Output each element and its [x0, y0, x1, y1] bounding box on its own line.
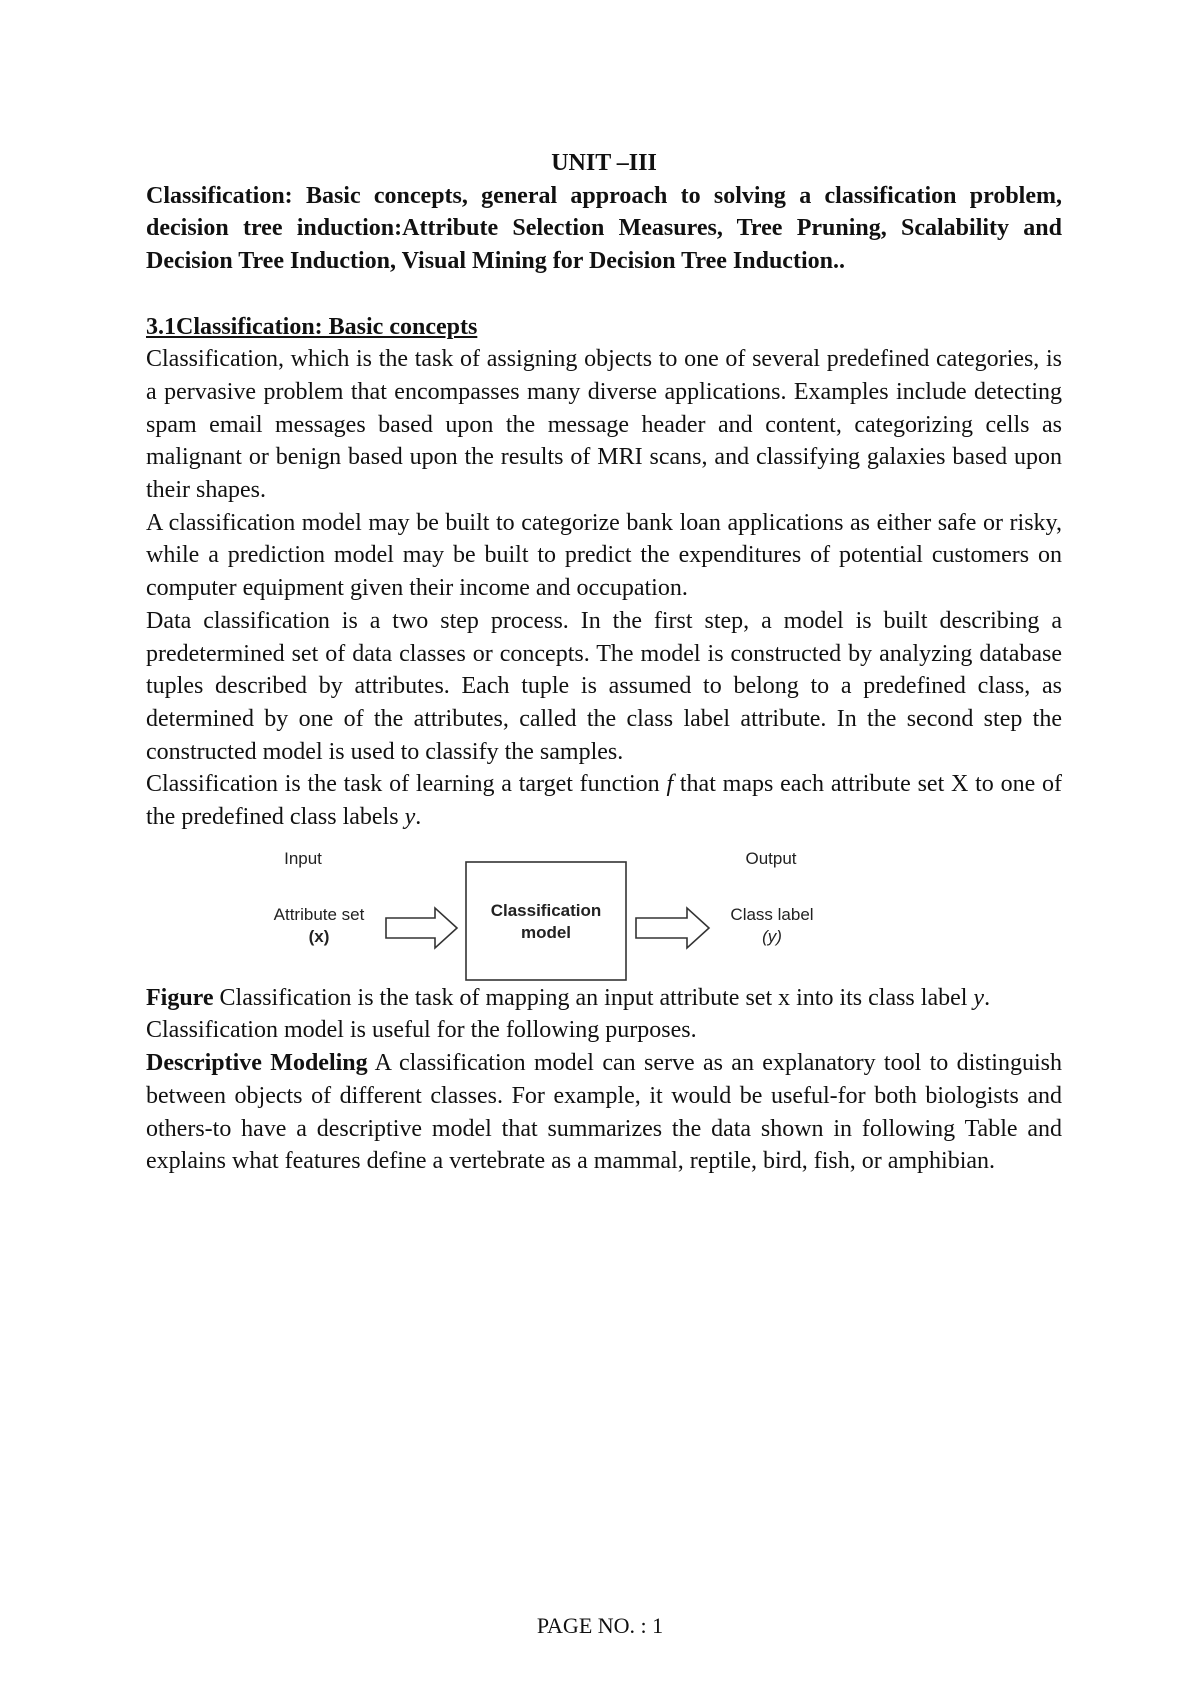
descriptive-text: A classification model can serve as an explanatory tool to distinguish between objects of different classes. For example, it would be useful-for both biologists and others-to have a descriptive model that summarizes the data shown in following Table and explains what features define a vertebrate as a mammal, reptile, bird, fish, or amphibian.: [146, 1050, 1062, 1175]
section-heading: 3.1Classification: Basic concepts: [146, 313, 478, 340]
caption-end: .: [984, 984, 991, 1011]
arrow-right-icon: [636, 908, 709, 948]
model-label-line1: Classification: [490, 900, 602, 920]
descriptive-bold: Descriptive Modeling: [146, 1050, 368, 1077]
page-content: [146, 147, 1062, 1178]
caption-var: y: [973, 984, 985, 1011]
arrow-right-icon: [386, 908, 457, 948]
class-label-text: Class label: [730, 904, 814, 924]
blank-line: [146, 278, 1062, 311]
p4-end: .: [415, 804, 422, 831]
attribute-var-label: (x): [308, 926, 330, 946]
figure-caption: [146, 982, 1062, 1015]
output-label: Output: [745, 848, 797, 868]
p4-function-f: f: [666, 771, 674, 798]
paragraph-4: [146, 768, 1062, 833]
p4-text-b: that maps each attribute set X to one of the predefined class labels: [146, 771, 1062, 831]
classification-figure: [146, 834, 1062, 982]
attribute-set-label: Attribute set: [273, 904, 365, 924]
classification-model-box: [466, 862, 626, 980]
p4-var-y: y: [404, 804, 416, 831]
descriptive-modeling: [146, 1047, 1062, 1178]
paragraph-1: Classification, which is the task of assigning objects to one of several predefined categories, is a pervasive problem that encompasses many diverse applications. Examples include detecting spam email messages based upon the message header and content, categorizing cells as malignant or benign based upon the results of MRI scans, and classifying galaxies based upon their shapes.: [146, 346, 1062, 504]
syllabus-topics: Classification: Basic concepts, general approach to solving a classification problem, decision tree induction:Attribute Selection Measures, Tree Pruning, Scalability and Decision Tree Induction, Visual Mining for Decision Tree Induction..: [146, 182, 1062, 275]
class-var-label: (y): [762, 926, 782, 946]
paragraph-3: Data classification is a two step process. In the first step, a model is built describing a predetermined set of data classes or concepts. The model is constructed by analyzing database tuples described by attributes. Each tuple is assumed to belong to a predefined class, as determined by one of the attributes, called the class label attribute. In the second step the constructed model is used to classify the samples.: [146, 607, 1062, 765]
figure-diagram: [146, 834, 1062, 982]
model-label-line2: model: [520, 922, 572, 942]
input-label: Input: [284, 848, 322, 868]
page-number: PAGE NO. : 1: [536, 1613, 664, 1638]
caption-text: Classification is the task of mapping an input attribute set x into its class label: [213, 984, 974, 1011]
purposes-intro: Classification model is useful for the following purposes.: [146, 1017, 697, 1044]
p4-text-a: Classification is the task of learning a target function: [146, 771, 667, 798]
paragraph-2: A classification model may be built to categorize bank loan applications as either safe or risky, while a prediction model may be built to predict the expenditures of potential customers on computer equipment given their income and occupation.: [146, 509, 1062, 602]
caption-bold: Figure: [146, 984, 214, 1011]
unit-title: UNIT –III: [551, 150, 657, 176]
